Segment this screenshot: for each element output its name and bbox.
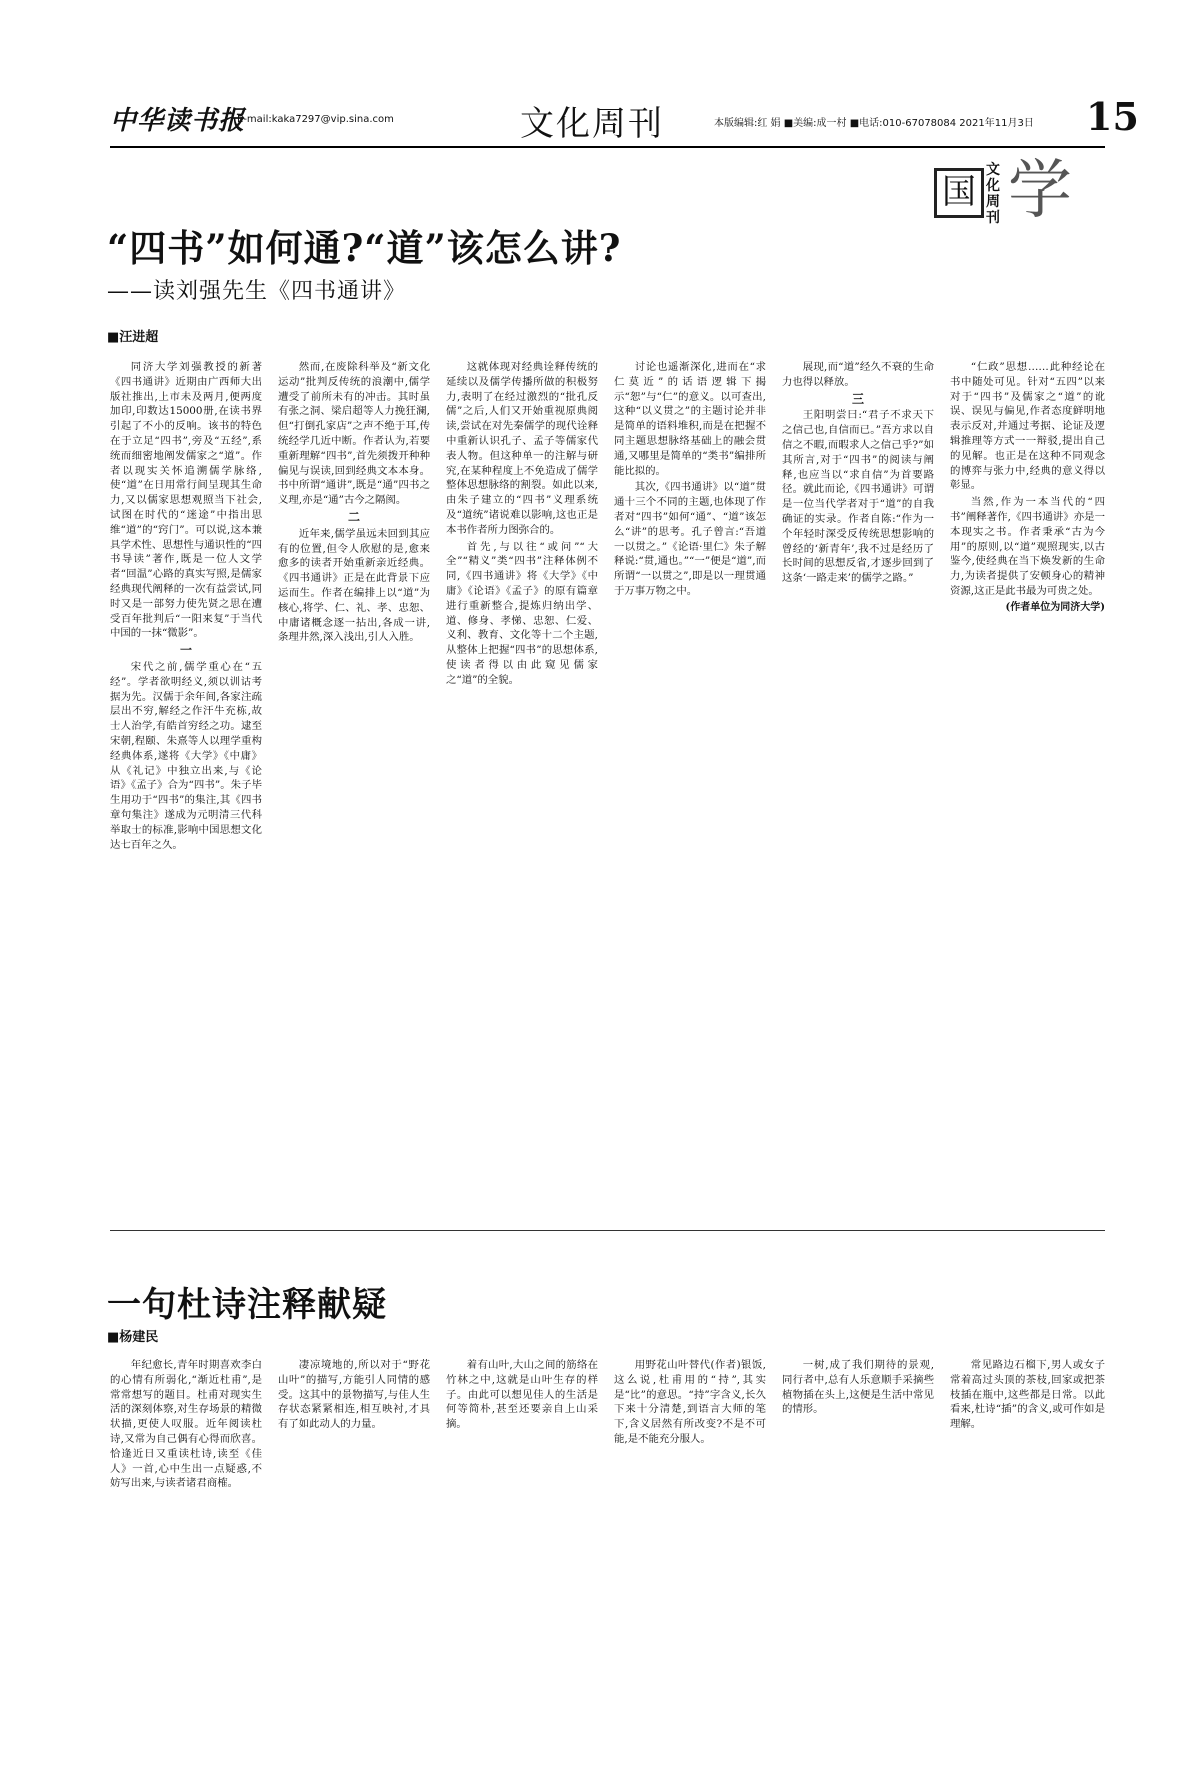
paragraph: 当然,作为一本当代的“四书”阐释著作,《四书通讲》亦是一本现实之书。作者秉承“古为今用”的原则,以“道”观照现实,以古鉴今,使经典在当下焕发新的生命力,为读者提供了安顿身心的精神资源,这正是此书最为可贵之处。 xyxy=(950,496,1105,597)
article-author: ■杨建民 xyxy=(107,1330,159,1345)
masthead xyxy=(110,94,1139,146)
article-subtitle: ——读刘强先生《四书通讲》 xyxy=(107,279,407,304)
article-column xyxy=(782,360,934,1225)
article-body xyxy=(110,1358,1105,1778)
masthead-email: E-mail:kaka7297@vip.sina.com xyxy=(237,114,394,125)
article-divider xyxy=(110,1230,1105,1231)
article-title: “四书”如何通?“道”该怎么讲? xyxy=(107,226,622,270)
article-column xyxy=(278,360,430,1225)
article-column xyxy=(110,360,262,1225)
article-column xyxy=(614,360,766,1225)
badge-seal: 国 xyxy=(934,168,984,218)
author-affiliation: (作者单位为同济大学) xyxy=(1005,601,1105,613)
article-column xyxy=(782,1358,934,1778)
paragraph: 王阳明尝曰:“君子不求天下之信己也,自信而已。”吾方求以自信之不暇,而暇求人之信己乎?”如其所言,对于“四书”的阅读与阐释,也应当以“求自信”为首要路径。就此而论,《四书通讲》可谓是一位当代学者对于“道”的自我确证的实录。作者自陈:“作为一个年轻时深受反传统思想影响的曾经的‘新青年’,我不过是经历了长时间的思想反省,才逐步回到了这条‘一路走来’的儒学之路。” xyxy=(782,409,934,585)
paragraph: 这就体现对经典诠释传统的延续以及儒学传播所做的积极努力,表明了在经过激烈的“批孔反儒”之后,人们又开始重视原典阅读,尝试在对先秦儒学的现代诠释中重新认识孔子、孟子等儒家代表人物。但这种单一的注解与研究,在某种程度上不免造成了儒学整体思想脉络的割裂。如此以来,由朱子建立的“四书”义理系统及“道统”诸说难以影响,这也正是本书作者所力图弥合的。 xyxy=(446,361,598,536)
badge-large-character: 学 xyxy=(1008,154,1072,228)
article-title: 一句杜诗注释献疑 xyxy=(107,1285,387,1325)
article-author: ■汪进超 xyxy=(107,330,159,345)
paragraph: 年纪愈长,青年时期喜欢李白的心情有所弱化,“渐近杜甫”,是常常想写的题目。杜甫对现实生活的深刻体察,对生存场景的精微状描,更使人叹服。近年阅读杜诗,又常为自己偶有心得而欣喜。恰逢近日又重读杜诗,读至《佳人》一首,心中生出一点疑惑,不妨写出来,与读者诸君商榷。 xyxy=(110,1359,262,1490)
paragraph: 其次,《四书通讲》以“道”贯通十三个不同的主题,也体现了作者对“四书”如何“通”、“道”该怎么“讲”的思考。孔子曾言:“吾道一以贯之。”《论语·里仁》朱子解释说:“贯,通也。”“一”便是“道”,而所谓“一以贯之”,即是以一理贯通于万事万物之中。 xyxy=(614,481,766,597)
paragraph: 一树,成了我们期待的景观,同行者中,总有人乐意顺手采摘些植物插在头上,这便是生活中常见的情形。 xyxy=(782,1359,934,1416)
paragraph: 宋代之前,儒学重心在“五经”。学者欲明经义,须以训诂考据为先。汉儒于余年间,各家注疏层出不穷,解经之作汗牛充栋,故士人治学,有皓首穷经之功。逮至宋朝,程颐、朱熹等人以理学重构经典体系,遂将《大学》《中庸》从《礼记》中独立出来,与《论语》《孟子》合为“四书”。朱子毕生用功于“四书”的集注,其《四书章句集注》遂成为元明清三代科举取士的标准,影响中国思想文化达七百年之久。 xyxy=(110,660,262,851)
newspaper-logo: 中华读书报 xyxy=(110,106,246,136)
editor-info: 本版编辑:红 娟 ■美编:成一村 ■电话:010-67078084 2021年11月3日 xyxy=(714,118,1034,129)
paragraph: 然而,在废除科举及“新文化运动”批判反传统的浪潮中,儒学遭受了前所未有的冲击。其时虽有张之洞、梁启超等人力挽狂澜,但“打倒孔家店”之声不绝于耳,传统经学几近中断。作者认为,若要重新理解“四书”,首先须拨开种种偏见与误读,回到经典文本本身。书中所谓“通讲”,既是“通”四书之义理,亦是“通”古今之隔阂。 xyxy=(278,361,430,507)
section-number: 三 xyxy=(851,391,864,406)
article-column xyxy=(950,360,1105,1225)
page-number: 15 xyxy=(1086,94,1139,139)
article-body xyxy=(110,360,1105,1225)
article-column xyxy=(110,1358,262,1778)
article-column xyxy=(446,1358,598,1778)
section-number: 二 xyxy=(347,509,360,524)
paragraph: 讨论也遥渐深化,进而在“求仁莫近”的话语逻辑下揭示“恕”与“仁”的意义。以可查出,这种“以义贯之”的主题讨论并非是简单的语料堆积,而是在把握不同主题思想脉络基础上的融会贯通,又哪里是简单的“类书”编排所能比拟的。 xyxy=(614,361,766,477)
article-column xyxy=(950,1358,1105,1778)
article-column xyxy=(446,360,598,1225)
section-title: 文化周刊 xyxy=(520,104,664,144)
article-column xyxy=(278,1358,430,1778)
paragraph: 着有山叶,大山之间的筋络在竹林之中,这就是山叶生存的样子。由此可以想见佳人的生活是何等简朴,甚至还要亲自上山采摘。 xyxy=(446,1359,598,1431)
paragraph: 近年来,儒学虽远未回到其应有的位置,但令人欣慰的是,愈来愈多的读者开始重新亲近经典。《四书通讲》正是在此背景下应运而生。作者在编排上以“道”为核心,将学、仁、礼、孝、忠恕、中庸诸概念逐一拈出,各成一讲,条理井然,深入浅出,引人入胜。 xyxy=(278,527,430,644)
section-number: 一 xyxy=(179,643,192,658)
badge-vertical-text: 文化周刊 xyxy=(986,162,1000,226)
paragraph: 展现,而“道”经久不衰的生命力也得以释放。 xyxy=(782,361,934,388)
paragraph: 凄凉境地的,所以对于“野花山叶”的描写,方能引人同情的感受。这其中的景物描写,与佳人生存状态紧紧相连,相互映衬,才具有了如此动人的力量。 xyxy=(278,1359,430,1431)
paragraph: 用野花山叶替代(作者)银饭,这么说,杜甫用的“持”,其实是“比”的意思。“持”字含义,长久下来十分清楚,到语言大师的笔下,含义居然有所改变?不是不可能,是不能充分服人。 xyxy=(614,1359,766,1445)
paragraph: 同济大学刘强教授的新著《四书通讲》近期由广西师大出版社推出,上市未及两月,便两度加印,印数达15000册,在读书界引起了不小的反响。该书的特色在于立足“四书”,旁及“五经”,系统而细密地阐发儒家之“道”。作者以现实关怀追溯儒学脉络,使“道”在日用常行间呈现其生命力,又以儒家思想观照当下社会,试图在时代的“迷途”中指出思维“道”的“窍门”。可以说,这本兼具学术性、思想性与通识性的“四书导读”著作,既是一位人文学者“回温”心路的真实写照,是儒家经典现代阐释的一次有益尝试,同时又是一部努力使先贤之思在遭受百年批判后“一阳来复”于当代中国的一抹“微影”。 xyxy=(110,361,262,640)
paragraph: 首先,与以往“或问”“大全”“精义”类“四书”注释体例不同,《四书通讲》将《大学》《中庸》《论语》《孟子》的原有篇章进行重新整合,提炼归纳出学、道、修身、孝悌、忠恕、仁爱、义利、教育、文化等十二个主题,从整体上把握“四书”的思想体系,使读者得以由此窥见儒家之“道”的全貌。 xyxy=(446,540,598,686)
article-column xyxy=(614,1358,766,1778)
column-badge xyxy=(928,154,1108,250)
paragraph: “仁政”思想……此种经论在书中随处可见。针对“五四”以来对于“四书”及儒家之“道”的讹误、误见与偏见,作者态度鲜明地表示反对,并通过考据、论证及逻辑推理等方式一一辩驳,提出自己的见解。也正是在这种不同观念的博弈与张力中,经典的意义得以彰显。 xyxy=(950,361,1105,492)
paragraph: 常见路边石榴下,男人或女子常着高过头顶的茶枝,回家或把茶枝插在瓶中,这些都是日常。以此看来,杜诗“插”的含义,或可作如是理解。 xyxy=(950,1359,1105,1431)
masthead-rule xyxy=(110,146,1105,148)
